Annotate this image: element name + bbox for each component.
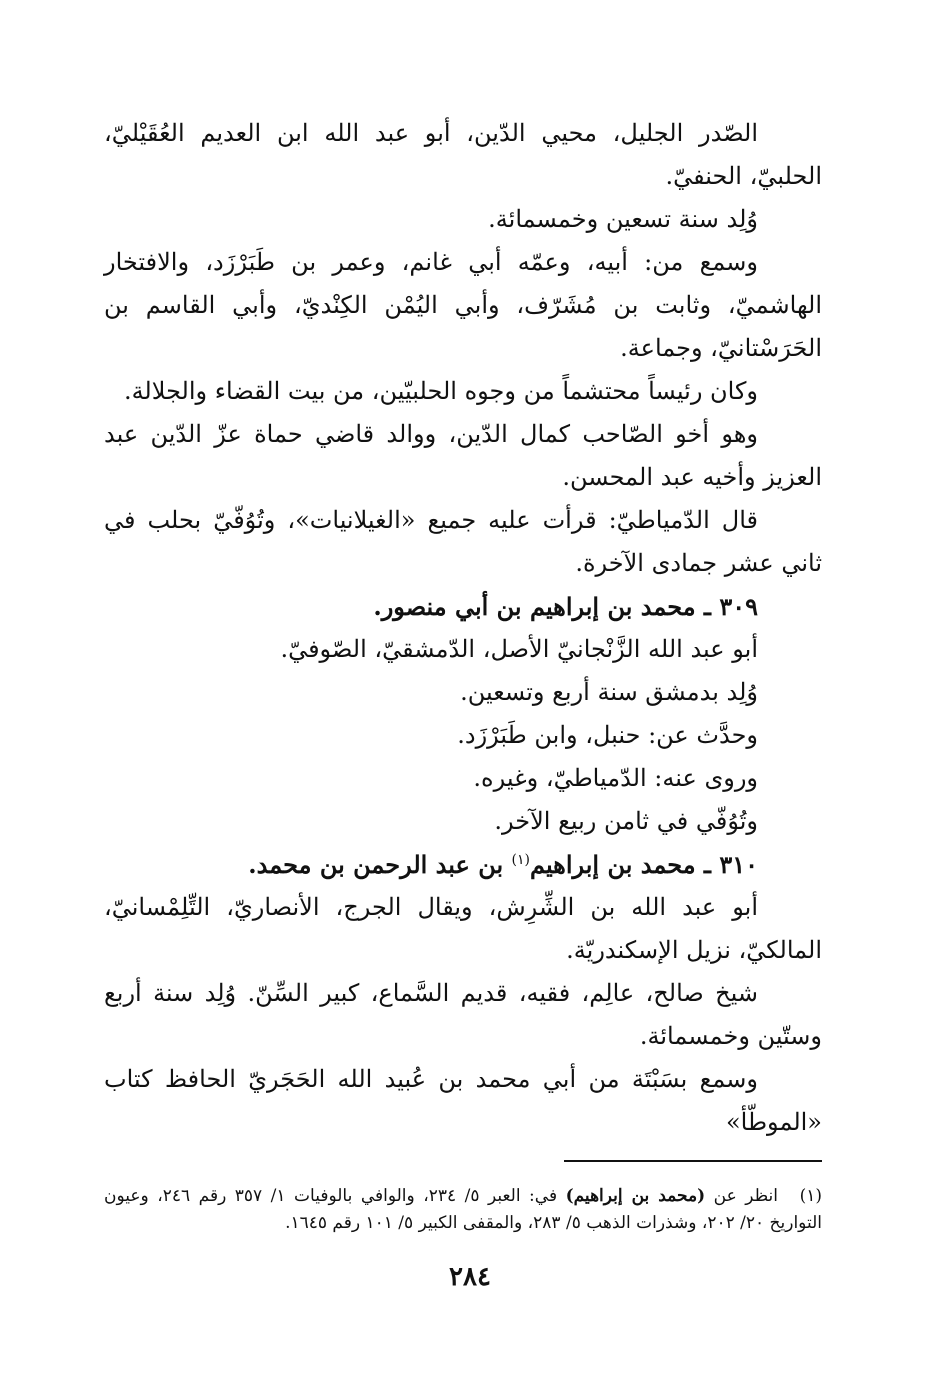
paragraph: وكان رئيساً محتشماً من وجوه الحلبيّين، من بيت القضاء والجلالة. (123, 377, 758, 405)
paragraph: وُلِد سنة تسعين وخمسمائة. (488, 205, 758, 233)
paragraph: أبو عبد الله بن الشِّرِش، ويقال الجرج، الأنصاريّ، التِّلِمْسانيّ، المالكيّ، نزيل الإسكندريّة. (104, 893, 822, 964)
heading-text: بن عبد الرحمن بن محمد. (248, 850, 512, 879)
paragraph: قال الدّمياطيّ: قرأت عليه جميع «الغيلانيات»، وتُوُفّيّ بحلب في ثاني عشر جمادى الآخرة. (104, 506, 822, 577)
paragraph: وروى عنه: الدّمياطيّ، وغيره. (473, 764, 758, 792)
paragraph: أبو عبد الله الزَّنْجانيّ الأصل، الدّمشقيّ، الصّوفيّ. (280, 635, 758, 663)
footnote-number: (١) (799, 1186, 822, 1206)
footnote-separator (564, 1160, 822, 1162)
entry-heading-310 (104, 843, 822, 886)
footnote (104, 1183, 822, 1237)
paragraph: الصّدر الجليل، محيي الدّين، أبو عبد الله ابن العديم العُقَيْليّ، الحلبيّ، الحنفيّ. (104, 119, 822, 190)
footnote-text: في: العبر ٥/ ٢٣٤، والوافي بالوفيات ١/ ٣٥٧ رقم ٢٤٦، وعيون التواريخ ٢٠/ ٢٠٢، وشذرات الذهب ٥/ ٢٨٣، والمقفى الكبير ٥/ ١٠١ رقم ١٦٤٥. (104, 1186, 822, 1233)
paragraph: شيخ صالح، عالِم، فقيه، قديم السَّماع، كبير السِّنّ. وُلِد سنة أربع وستّين وخمسمائة. (104, 979, 822, 1050)
paragraph: وحدَّث عن: حنبل، وابن طَبَرْزَد. (457, 721, 758, 749)
paragraph: وتُوُفّي في ثامن ربيع الآخر. (494, 807, 758, 835)
heading-text: ٣١٠ ـ محمد بن إبراهيم (529, 850, 758, 879)
paragraph: وهو أخو الصّاحب كمال الدّين، ووالد قاضي حماة عزّ الدّين عبد العزيز وأخيه عبد المحسن. (104, 420, 822, 491)
paragraph: وسمع من: أبيه، وعمّه أبي غانم، وعمر بن طَبَرْزَد، والافتخار الهاشميّ، وثابت بن مُشَرّف، وأبي اليُمْن الكِنْديّ، وأبي القاسم بن الحَرَسْتانيّ، وجماعة. (104, 248, 822, 362)
footnote-marker: (١) (511, 852, 530, 868)
main-text (104, 112, 822, 1144)
entry-heading-309: ٣٠٩ ـ محمد بن إبراهيم بن أبي منصور. (373, 592, 758, 621)
footnote-ref: (محمد بن إبراهيم) (565, 1186, 706, 1206)
footnote-lead: انظر عن (705, 1186, 778, 1206)
page-number: ٢٨٤ (449, 1262, 491, 1292)
paragraph: وُلِد بدمشق سنة أربع وتسعين. (460, 678, 758, 706)
paragraph: وسمع بسَبْتَة من أبي محمد بن عُبيد الله الحَجَريّ الحافظ كتاب «الموطّأ» (104, 1065, 822, 1136)
